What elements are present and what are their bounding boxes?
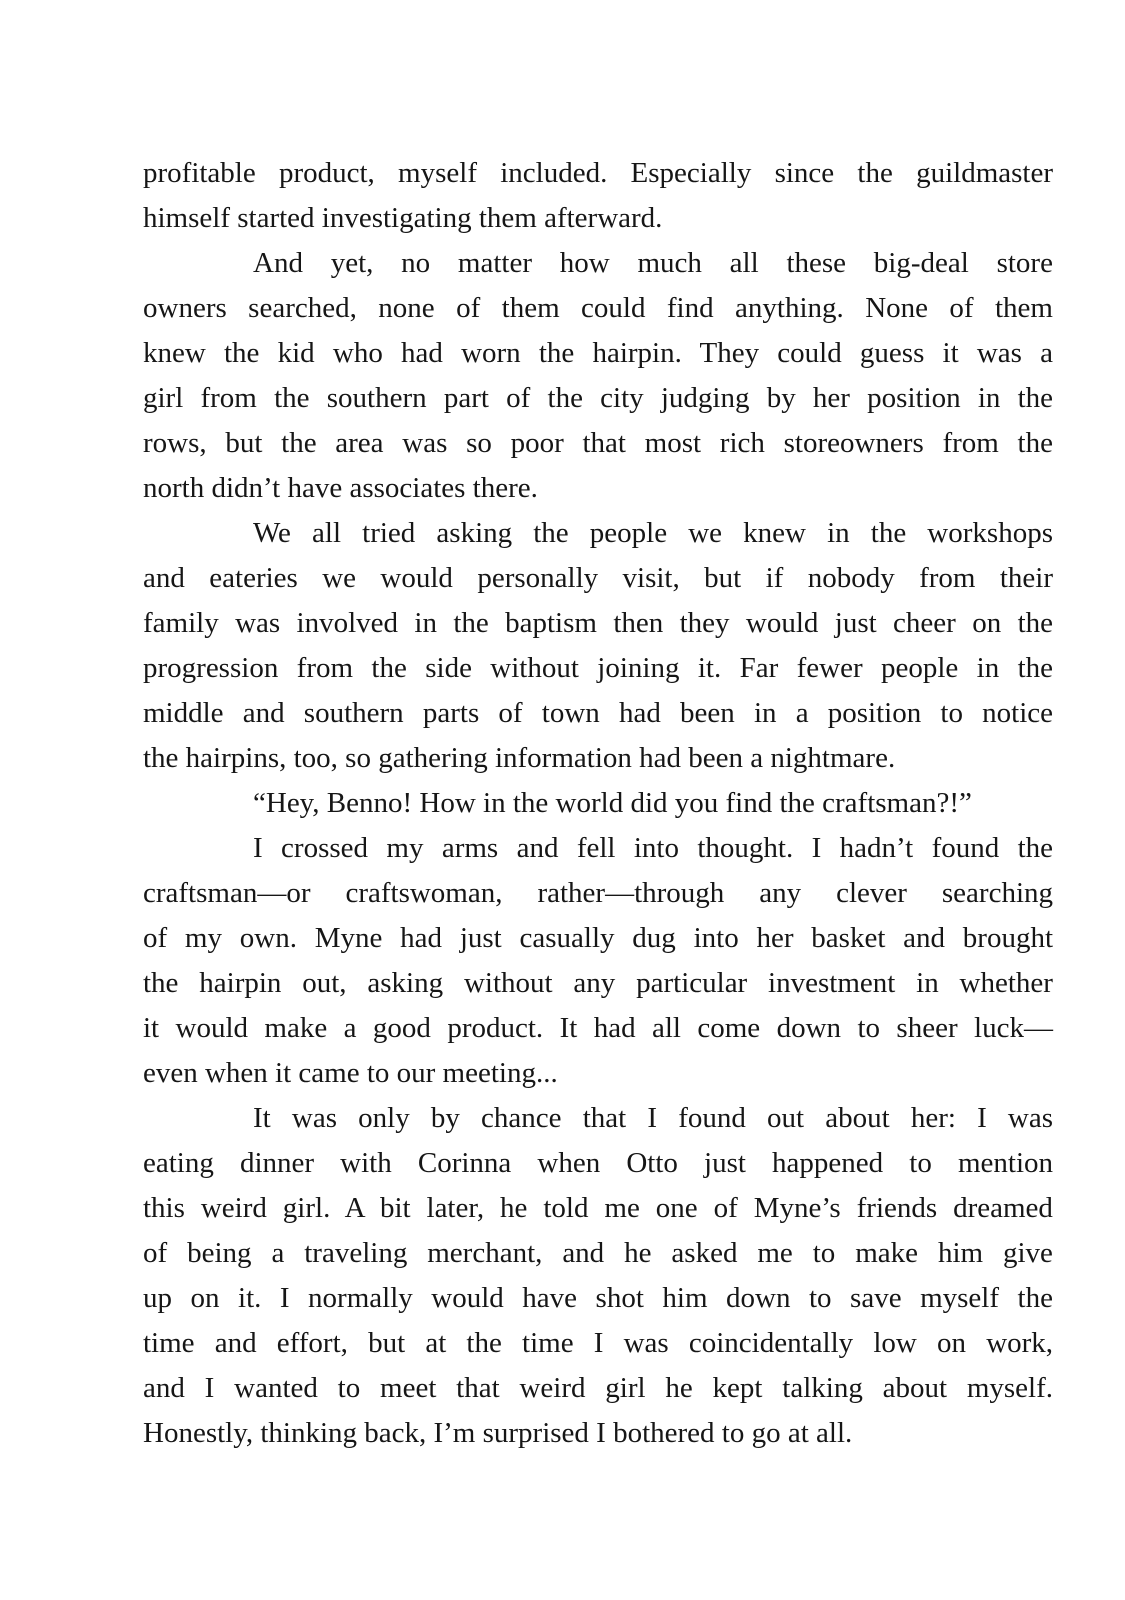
paragraph: [143, 1096, 1053, 1456]
text-line-content: “Hey, Benno! How in the world did you find the craftsman?!”: [253, 787, 972, 819]
text-line-content: middle and southern parts of town had been in a position to notice: [143, 697, 1054, 729]
text-line: [143, 421, 1053, 466]
text-line-content: We all tried asking the people we knew in the workshops: [253, 517, 1053, 549]
text-line-content: progression from the side without joining it. Far fewer people in the: [143, 652, 1053, 684]
text-line: [143, 1276, 1053, 1321]
text-line: [143, 601, 1053, 646]
text-line: [143, 781, 1053, 826]
text-line-content: even when it came to our meeting...: [143, 1057, 558, 1089]
text-line: [143, 151, 1053, 196]
text-line: [143, 376, 1053, 421]
text-line: [143, 1006, 1053, 1051]
text-line: [143, 871, 1053, 916]
text-line-content: this weird girl. A bit later, he told me one of Myne’s friends dreamed: [143, 1192, 1053, 1224]
text-line: [143, 1231, 1053, 1276]
text-line-content: And yet, no matter how much all these big-deal store: [253, 247, 1053, 279]
text-line: [143, 331, 1053, 376]
text-line: [143, 736, 1053, 781]
text-line: [143, 286, 1053, 331]
paragraph: [143, 241, 1053, 511]
paragraph: [143, 511, 1053, 781]
text-line: [143, 961, 1053, 1006]
text-line: [143, 1096, 1053, 1141]
text-line-content: eating dinner with Corinna when Otto just happened to mention: [143, 1147, 1053, 1179]
paragraph: [143, 151, 1053, 241]
text-line-content: up on it. I normally would have shot him down to save myself the: [143, 1282, 1053, 1314]
text-line: [143, 1321, 1053, 1366]
text-line: [143, 196, 1053, 241]
text-line-content: it would make a good product. It had all come down to sheer luck—: [143, 1012, 1053, 1044]
text-line-content: north didn’t have associates there.: [143, 472, 538, 504]
text-line: [143, 1186, 1053, 1231]
text-line-content: rows, but the area was so poor that most rich storeowners from the: [143, 427, 1053, 459]
text-line-content: and I wanted to meet that weird girl he kept talking about myself.: [143, 1372, 1054, 1404]
text-line-content: craftsman—or craftswoman, rather—through any clever searching: [143, 877, 1054, 909]
text-line-content: the hairpins, too, so gathering information had been a nightmare.: [143, 742, 896, 774]
text-line: [143, 826, 1053, 871]
text-line-content: of my own. Myne had just casually dug into her basket and brought: [143, 922, 1054, 954]
text-line: [143, 556, 1053, 601]
text-line: [143, 916, 1053, 961]
text-line: [143, 241, 1053, 286]
text-line: [143, 466, 1053, 511]
text-line-content: the hairpin out, asking without any particular investment in whether: [143, 967, 1053, 999]
page-text: [143, 151, 1053, 1456]
text-line: [143, 1141, 1053, 1186]
text-line-content: girl from the southern part of the city judging by her position in the: [143, 382, 1054, 414]
text-line-content: family was involved in the baptism then they would just cheer on the: [143, 607, 1053, 639]
text-line-content: profitable product, myself included. Especially since the guildmaster: [143, 157, 1053, 189]
text-line: [143, 1366, 1053, 1411]
text-line-content: time and effort, but at the time I was coincidentally low on work,: [143, 1327, 1054, 1359]
text-line: [143, 1051, 1053, 1096]
text-line: [143, 691, 1053, 736]
text-line-content: Honestly, thinking back, I’m surprised I bothered to go at all.: [143, 1417, 853, 1449]
text-line-content: knew the kid who had worn the hairpin. They could guess it was a: [143, 337, 1054, 369]
text-line-content: owners searched, none of them could find anything. None of them: [143, 292, 1053, 324]
paragraph: [143, 781, 1053, 826]
paragraph: [143, 826, 1053, 1096]
text-line: [143, 1411, 1053, 1456]
text-line-content: It was only by chance that I found out about her: I was: [253, 1102, 1054, 1134]
text-line-content: himself started investigating them afterward.: [143, 202, 663, 234]
text-line-content: of being a traveling merchant, and he asked me to make him give: [143, 1237, 1053, 1269]
text-line: [143, 646, 1053, 691]
text-line-content: I crossed my arms and fell into thought. I hadn’t found the: [253, 832, 1054, 864]
text-line-content: and eateries we would personally visit, but if nobody from their: [143, 562, 1054, 594]
text-line: [143, 511, 1053, 556]
